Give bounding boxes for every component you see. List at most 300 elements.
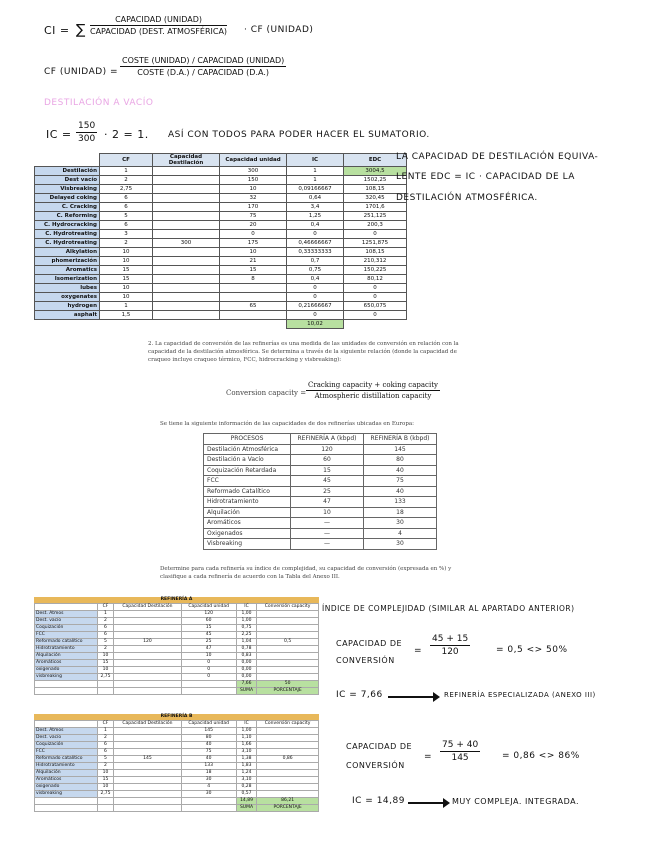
table-cell bbox=[153, 293, 220, 302]
ci-sigma: ∑ bbox=[76, 22, 86, 38]
refinery-a-num: 45 + 15 bbox=[432, 634, 469, 644]
table-cell: Aromatics bbox=[35, 266, 100, 275]
sheet-cell: 10 bbox=[97, 770, 114, 777]
sheet-cell bbox=[114, 735, 181, 742]
table-cell: 145 bbox=[364, 444, 437, 455]
sheet-cell bbox=[35, 798, 98, 805]
table-cell: 170 bbox=[220, 203, 287, 212]
sheet-cell bbox=[114, 646, 181, 653]
table-row bbox=[204, 444, 437, 455]
sheet-total-row bbox=[35, 681, 319, 688]
table-cell: 1 bbox=[287, 167, 344, 176]
table-cell: 2,75 bbox=[100, 185, 153, 194]
table-cell: 0,64 bbox=[287, 194, 344, 203]
sheet-cell: 80 bbox=[181, 735, 236, 742]
sheet-label-conversion: PORCENTAJE bbox=[257, 688, 319, 695]
refinery-b-den: 145 bbox=[451, 753, 469, 763]
table-row bbox=[35, 230, 407, 239]
sheet-cell: Alquilación bbox=[35, 653, 98, 660]
table-row bbox=[204, 476, 437, 487]
ci-fraction bbox=[90, 15, 227, 36]
conversion-paragraph: 2. La capacidad de conversión de las refinerías es una medida de las unidades de conversión en relación con la capacidad de la destilación atmosférica. Se determina a través de la siguiente relación (donde la capacidad de craqueo incluye craqueo térmico, FCC, hidrocracking y visbreaking): bbox=[148, 341, 459, 363]
sheet-cell: 1,00 bbox=[236, 618, 256, 625]
table-cell: 47 bbox=[291, 497, 364, 508]
sheet-cell: 2 bbox=[97, 618, 114, 625]
sheet-cell: 0,00 bbox=[236, 674, 256, 681]
table-cell: 80,12 bbox=[344, 275, 407, 284]
table-cell bbox=[153, 257, 220, 266]
sheet-label-row bbox=[35, 805, 319, 812]
sheet-cell: 1,38 bbox=[236, 756, 256, 763]
table-cell bbox=[153, 284, 220, 293]
sheet-cell: 6 bbox=[97, 749, 114, 756]
table-cell bbox=[153, 185, 220, 194]
sheet-cell bbox=[114, 632, 181, 639]
sheet-cell: 0,5 bbox=[257, 639, 319, 646]
sheet-cell: 1,24 bbox=[236, 770, 256, 777]
table-row bbox=[204, 497, 437, 508]
table-cell bbox=[153, 275, 220, 284]
sheet-cell: Hidrotratamiento bbox=[35, 646, 98, 653]
sheet-header bbox=[35, 721, 98, 728]
sheet-cell: 120 bbox=[181, 611, 236, 618]
table-cell: 0 bbox=[287, 284, 344, 293]
sheet-cell bbox=[257, 770, 319, 777]
refinery-b-num: 75 + 40 bbox=[442, 740, 479, 750]
table-cell bbox=[153, 176, 220, 185]
table-cell: 40 bbox=[364, 465, 437, 476]
table-cell: C. Hydrotreating bbox=[35, 230, 100, 239]
sheet-cell: Hidrotratamiento bbox=[35, 763, 98, 770]
table-cell: 1 bbox=[287, 176, 344, 185]
sheet-cell bbox=[114, 742, 181, 749]
sheet-cell bbox=[114, 749, 181, 756]
sheet-cell bbox=[257, 763, 319, 770]
table-cell: 175 bbox=[220, 239, 287, 248]
sheet-cell: Dest. vacío bbox=[35, 735, 98, 742]
sheet-cell: 10 bbox=[97, 653, 114, 660]
table-cell: hydrogen bbox=[35, 302, 100, 311]
table-cell bbox=[100, 320, 153, 329]
sheet-cell: 60 bbox=[181, 618, 236, 625]
sheet-cell: 1,66 bbox=[236, 742, 256, 749]
sheet-cell: FCC bbox=[35, 632, 98, 639]
table-cell: 0 bbox=[287, 293, 344, 302]
table-cell: 21 bbox=[220, 257, 287, 266]
conversion-formula-fraction bbox=[306, 381, 440, 400]
sheet-cell bbox=[114, 784, 181, 791]
sheet-cell bbox=[114, 618, 181, 625]
table-cell: 5 bbox=[100, 212, 153, 221]
table-cell: 1 bbox=[100, 167, 153, 176]
capacities-intro: Se tiene la siguiente información de las capacidades de dos refinerías ubicadas en Europa: bbox=[160, 421, 414, 427]
sheet-cell bbox=[257, 777, 319, 784]
cf-fraction bbox=[120, 56, 286, 77]
table-cell: Alquilación bbox=[204, 507, 291, 518]
table-cell: 200,3 bbox=[344, 221, 407, 230]
table-cell: 0,21666667 bbox=[287, 302, 344, 311]
table-row bbox=[35, 194, 407, 203]
table-cell bbox=[153, 311, 220, 320]
table-cell bbox=[153, 302, 220, 311]
right-note-line-3: DESTILACIÓN ATMOSFÉRICA. bbox=[396, 193, 538, 203]
sheet-cell: 0,78 bbox=[236, 646, 256, 653]
table-cell: 10 bbox=[100, 284, 153, 293]
table-cell: 25 bbox=[291, 486, 364, 497]
sheet-cell bbox=[35, 681, 98, 688]
cf-numerator: COSTE (UNIDAD) / CAPACIDAD (UNIDAD) bbox=[122, 56, 285, 65]
sheet-cell: oxigenado bbox=[35, 784, 98, 791]
table-cell: 15 bbox=[100, 266, 153, 275]
table-cell: 1,5 bbox=[100, 311, 153, 320]
sheet-cell bbox=[114, 681, 181, 688]
sheet-header: IC bbox=[236, 604, 256, 611]
table-cell: Oxigenados bbox=[204, 528, 291, 539]
sheet-cell: Dest. Atmos bbox=[35, 728, 98, 735]
table-cell: 1502,25 bbox=[344, 176, 407, 185]
sheet-row bbox=[35, 618, 319, 625]
table-cell: Visbreaking bbox=[35, 185, 100, 194]
sheet-cell bbox=[181, 681, 236, 688]
table-cell bbox=[153, 248, 220, 257]
sheet-cell: 15 bbox=[181, 625, 236, 632]
sheet-cell: Aromáticos bbox=[35, 777, 98, 784]
sheet-cell: Coquización bbox=[35, 742, 98, 749]
table-row bbox=[204, 465, 437, 476]
sheet-cell: 3,10 bbox=[236, 777, 256, 784]
table-cell: Reformado Catalítico bbox=[204, 486, 291, 497]
sheet-cell: Coquización bbox=[35, 625, 98, 632]
sheet-cell bbox=[257, 784, 319, 791]
sheet-cell: 1,83 bbox=[236, 763, 256, 770]
sheet-cell bbox=[257, 791, 319, 798]
sheet-cell: Alquilación bbox=[35, 770, 98, 777]
section-title-vacuum: DESTILACIÓN A VACÍO bbox=[44, 98, 154, 108]
table-row bbox=[204, 539, 437, 550]
sheet-cell bbox=[35, 688, 98, 695]
sheet-cell bbox=[114, 653, 181, 660]
table-cell: 1251,875 bbox=[344, 239, 407, 248]
table-cell bbox=[153, 212, 220, 221]
cf-formula-lhs: CF (UNIDAD) = bbox=[44, 67, 119, 77]
table-row bbox=[35, 284, 407, 293]
sheet-cell bbox=[257, 646, 319, 653]
sheet-cell bbox=[97, 798, 114, 805]
table-cell: 120 bbox=[291, 444, 364, 455]
table-cell: Alkylation bbox=[35, 248, 100, 257]
sheet-cell: 145 bbox=[181, 728, 236, 735]
cf-denominator: COSTE (D.A.) / CAPACIDAD (D.A.) bbox=[137, 68, 269, 77]
table-cell: 80 bbox=[364, 455, 437, 466]
sheet-cell: 0 bbox=[181, 660, 236, 667]
table-cell: 10 bbox=[100, 293, 153, 302]
sheet-cell: 0 bbox=[181, 667, 236, 674]
sheet-header: CF bbox=[97, 721, 114, 728]
sheet-total-ic: 14,89 bbox=[236, 798, 256, 805]
refinery-b-label-2: CONVERSIÓN bbox=[346, 761, 405, 770]
sheet-cell: 133 bbox=[181, 763, 236, 770]
sheet-header bbox=[35, 604, 98, 611]
table-row bbox=[35, 212, 407, 221]
table-row bbox=[204, 486, 437, 497]
sheet-cell: 10 bbox=[97, 784, 114, 791]
table-cell: 10 bbox=[220, 248, 287, 257]
table-cell bbox=[153, 203, 220, 212]
table-row bbox=[204, 518, 437, 529]
ci-numerator: CAPACIDAD (UNIDAD) bbox=[90, 15, 227, 26]
sheet-cell bbox=[114, 688, 181, 695]
sheet-cell bbox=[114, 667, 181, 674]
table-cell: 0,4 bbox=[287, 275, 344, 284]
table-cell: — bbox=[291, 518, 364, 529]
table-cell: — bbox=[291, 539, 364, 550]
table-cell: 45 bbox=[291, 476, 364, 487]
sheet-cell: 15 bbox=[97, 660, 114, 667]
table-row bbox=[35, 185, 407, 194]
table-cell bbox=[153, 194, 220, 203]
ic-denominator: 300 bbox=[78, 134, 96, 144]
sheet-row bbox=[35, 749, 319, 756]
sheet-total-conversion: 86,21 bbox=[257, 798, 319, 805]
capacities-table bbox=[203, 433, 437, 550]
sheet-cell: 3,10 bbox=[236, 749, 256, 756]
sheet-cell: 2 bbox=[97, 646, 114, 653]
table-cell: 2 bbox=[100, 176, 153, 185]
table-cell: 32 bbox=[220, 194, 287, 203]
sheet-cell: 6 bbox=[97, 632, 114, 639]
refinery-b-ic: IC = 14,89 bbox=[352, 796, 405, 806]
refinery-b-label-1: CAPACIDAD DE bbox=[346, 742, 413, 751]
sheet-row bbox=[35, 653, 319, 660]
sheet-cell: 10 bbox=[181, 653, 236, 660]
refinery-b-arrow bbox=[408, 802, 444, 804]
table-row bbox=[35, 266, 407, 275]
sheet-cell: 4 bbox=[181, 784, 236, 791]
table-cell: 15 bbox=[220, 266, 287, 275]
table-cell: 30 bbox=[364, 539, 437, 550]
sheet-cell: Dest. vacío bbox=[35, 618, 98, 625]
sheet-cell bbox=[257, 660, 319, 667]
table-cell: 15 bbox=[291, 465, 364, 476]
table-cell: 0,75 bbox=[287, 266, 344, 275]
sheet-cell: 5 bbox=[97, 639, 114, 646]
table-header: Capacidad Destilación bbox=[153, 154, 220, 167]
table-cell: 0,09166667 bbox=[287, 185, 344, 194]
sheet-row bbox=[35, 674, 319, 681]
complexity-title: ÍNDICE DE COMPLEJIDAD (SIMILAR AL APARTADO ANTERIOR) bbox=[322, 604, 575, 613]
sheet-cell bbox=[35, 805, 98, 812]
table-cell bbox=[220, 311, 287, 320]
sheet-total-row bbox=[35, 798, 319, 805]
sheet-cell: 2,75 bbox=[97, 674, 114, 681]
sheet-header: IC bbox=[236, 721, 256, 728]
sheet-cell bbox=[114, 791, 181, 798]
table-cell: phomerización bbox=[35, 257, 100, 266]
table-cell: 0,33333333 bbox=[287, 248, 344, 257]
table-header: PROCESOS bbox=[204, 434, 291, 445]
sheet-cell: oxigenado bbox=[35, 667, 98, 674]
ic-total: 10,02 bbox=[287, 320, 344, 329]
sheet-row bbox=[35, 639, 319, 646]
table-cell: 10 bbox=[100, 257, 153, 266]
table-cell: 650,075 bbox=[344, 302, 407, 311]
sheet-cell: 30 bbox=[181, 791, 236, 798]
sheet-cell: 0,57 bbox=[236, 791, 256, 798]
ci-denominator: CAPACIDAD (DEST. ATMOSFÉRICA) bbox=[90, 27, 228, 36]
table-cell: asphalt bbox=[35, 311, 100, 320]
sheet-cell: 1,00 bbox=[236, 611, 256, 618]
sheet-row bbox=[35, 611, 319, 618]
table-cell: 1,25 bbox=[287, 212, 344, 221]
sheet-a-table bbox=[34, 603, 319, 695]
sheet-cell: Aromáticos bbox=[35, 660, 98, 667]
right-note-line-2: LENTE EDC = IC · CAPACIDAD DE LA bbox=[396, 172, 575, 182]
table-row bbox=[35, 203, 407, 212]
table-cell: Isomerization bbox=[35, 275, 100, 284]
sheet-cell: Reformado catalítico bbox=[35, 756, 98, 763]
sheet-cell: visbreaking bbox=[35, 791, 98, 798]
sheet-cell bbox=[257, 742, 319, 749]
table-row bbox=[204, 455, 437, 466]
table-cell: Dest vacío bbox=[35, 176, 100, 185]
sheet-row bbox=[35, 784, 319, 791]
refinery-a-ic: IC = 7,66 bbox=[336, 690, 383, 700]
sheet-header: Capacidad Destilación bbox=[114, 604, 181, 611]
table-cell: 20 bbox=[220, 221, 287, 230]
sheet-cell bbox=[257, 625, 319, 632]
sheet-cell: 10 bbox=[97, 667, 114, 674]
table-header: IC bbox=[287, 154, 344, 167]
table-cell: Aromáticos bbox=[204, 518, 291, 529]
table-cell: 65 bbox=[220, 302, 287, 311]
sheet-cell: 45 bbox=[181, 632, 236, 639]
table-row bbox=[35, 302, 407, 311]
sheet-cell: 1,04 bbox=[236, 639, 256, 646]
table-row bbox=[35, 221, 407, 230]
sheet-cell bbox=[114, 611, 181, 618]
sheet-cell: 0,83 bbox=[236, 653, 256, 660]
table-row bbox=[35, 176, 407, 185]
sheet-cell: 18 bbox=[181, 770, 236, 777]
table-row bbox=[35, 248, 407, 257]
table-cell bbox=[220, 320, 287, 329]
sheet-cell bbox=[114, 770, 181, 777]
sheet-cell bbox=[257, 674, 319, 681]
sheet-cell bbox=[257, 618, 319, 625]
sheet-header: Capacidad unidad bbox=[181, 721, 236, 728]
sheet-refineria-b bbox=[34, 714, 319, 812]
sheet-cell: visbreaking bbox=[35, 674, 98, 681]
sheet-cell bbox=[257, 653, 319, 660]
table-cell bbox=[220, 284, 287, 293]
sheet-row bbox=[35, 667, 319, 674]
table-cell: 300 bbox=[153, 239, 220, 248]
table-cell: C. Hydrotreating bbox=[35, 239, 100, 248]
table-cell: Coquización Retardada bbox=[204, 465, 291, 476]
table-cell: 6 bbox=[100, 221, 153, 230]
table-row bbox=[35, 293, 407, 302]
sheet-cell: 145 bbox=[114, 756, 181, 763]
sheet-row bbox=[35, 646, 319, 653]
refinery-a-arrow bbox=[388, 696, 434, 698]
sheet-row bbox=[35, 728, 319, 735]
sheet-cell bbox=[257, 728, 319, 735]
table-row bbox=[35, 311, 407, 320]
table-cell bbox=[220, 293, 287, 302]
sheet-cell: 120 bbox=[114, 639, 181, 646]
sheet-label-conversion: PORCENTAJE bbox=[257, 805, 319, 812]
sheet-cell: 2 bbox=[97, 763, 114, 770]
sheet-cell bbox=[114, 805, 181, 812]
table-cell: 75 bbox=[364, 476, 437, 487]
table-cell: 10 bbox=[220, 185, 287, 194]
table-cell: 133 bbox=[364, 497, 437, 508]
sheet-cell: 47 bbox=[181, 646, 236, 653]
sheet-label-row bbox=[35, 688, 319, 695]
table-row bbox=[35, 257, 407, 266]
table-cell: — bbox=[291, 528, 364, 539]
sheet-label-ic: SUMA bbox=[236, 805, 256, 812]
sheet-cell bbox=[181, 688, 236, 695]
sheet-cell: 1 bbox=[97, 611, 114, 618]
sheet-row bbox=[35, 742, 319, 749]
refinery-a-result: = 0,5 <> 50% bbox=[496, 645, 568, 655]
sheet-cell: 2 bbox=[97, 735, 114, 742]
ic-note: ASÍ CON TODOS PARA PODER HACER EL SUMATORIO. bbox=[168, 130, 430, 140]
table-cell: Delayed coking bbox=[35, 194, 100, 203]
sheet-row bbox=[35, 791, 319, 798]
sheet-row bbox=[35, 777, 319, 784]
table-cell: 150,225 bbox=[344, 266, 407, 275]
sheet-cell bbox=[97, 688, 114, 695]
table-cell: 4 bbox=[364, 528, 437, 539]
table-cell: 0 bbox=[287, 311, 344, 320]
table-cell: 0 bbox=[220, 230, 287, 239]
sheet-cell bbox=[257, 749, 319, 756]
table-cell: 1701,6 bbox=[344, 203, 407, 212]
table-cell: 300 bbox=[220, 167, 287, 176]
sheet-cell: 5 bbox=[97, 756, 114, 763]
table-cell: C. Reforming bbox=[35, 212, 100, 221]
sheet-cell bbox=[181, 798, 236, 805]
sheet-cell: 25 bbox=[181, 639, 236, 646]
sheet-cell: 1,00 bbox=[236, 728, 256, 735]
table-cell: lubes bbox=[35, 284, 100, 293]
sheet-cell: 6 bbox=[97, 625, 114, 632]
table-cell bbox=[153, 167, 220, 176]
sheet-cell: 0,28 bbox=[236, 784, 256, 791]
refinery-b-eq: = bbox=[424, 752, 433, 762]
sheet-cell: 30 bbox=[181, 777, 236, 784]
table-cell: 251,125 bbox=[344, 212, 407, 221]
table-row bbox=[35, 275, 407, 284]
table-cell: Hidrotratamiento bbox=[204, 497, 291, 508]
sheet-cell: 1,10 bbox=[236, 735, 256, 742]
sheet-cell bbox=[181, 805, 236, 812]
table-cell: 6 bbox=[100, 194, 153, 203]
table-cell: 40 bbox=[364, 486, 437, 497]
table-cell bbox=[153, 221, 220, 230]
sheet-header: CF bbox=[97, 604, 114, 611]
sheet-cell: 40 bbox=[181, 742, 236, 749]
table-cell: Destilación bbox=[35, 167, 100, 176]
sheet-cell bbox=[114, 660, 181, 667]
table-header: REFINERÍA B (kbpd) bbox=[364, 434, 437, 445]
task-paragraph: Determine para cada refinería su índice de complejidad, su capacidad de conversión (expresada en %) y clasifique a cada refinería de acuerdo con la Tabla del Anexo III. bbox=[160, 566, 452, 580]
table-header: CF bbox=[100, 154, 153, 167]
sheet-cell bbox=[257, 632, 319, 639]
sheet-row bbox=[35, 632, 319, 639]
